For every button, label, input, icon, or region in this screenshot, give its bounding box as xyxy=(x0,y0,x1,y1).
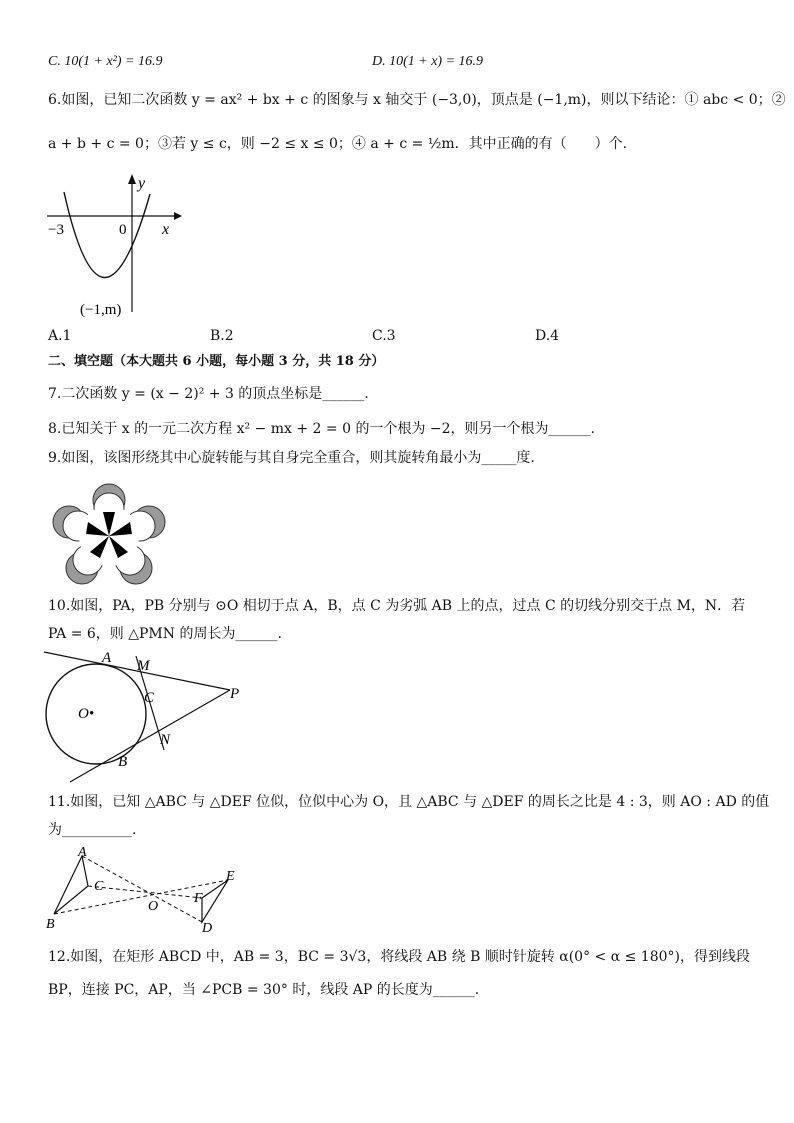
triangle-def xyxy=(202,880,228,922)
origin-label: 0 xyxy=(119,222,127,238)
circle-o xyxy=(46,664,146,764)
q6-text-line1: 6.如图，已知二次函数 y = ax² + bx + c 的图象与 x 轴交于 (−3,0)，顶点是 (−1,m)，则以下结论：① abc < 0；② xyxy=(48,92,786,108)
y-axis-label: y xyxy=(138,175,146,192)
label-a: A xyxy=(102,650,112,666)
root-label: −3 xyxy=(48,222,64,238)
label-p: P xyxy=(230,686,240,702)
q6-parabola-graph xyxy=(42,172,192,322)
y-axis-arrow xyxy=(128,174,136,184)
label-o: O• xyxy=(78,706,95,722)
x-axis-label: x xyxy=(162,221,170,238)
q8-text: 8.已知关于 x 的一元二次方程 x² − mx + 2 = 0 的一个根为 −2，则另一个根为______. xyxy=(48,421,595,437)
label-b: B xyxy=(118,754,128,770)
x-axis-arrow xyxy=(174,212,182,220)
label-m: M xyxy=(137,658,150,674)
q11-text-line1: 11.如图，已知 △ABC 与 △DEF 位似，位似中心为 O，且 △ABC 与 △DEF 的周长之比是 4 : 3，则 AO : AD 的值 xyxy=(48,794,770,810)
q6-option-c: C.3 xyxy=(372,328,396,344)
label-f: F xyxy=(194,891,203,906)
q9-text: 9.如图，该图形绕其中心旋转能与其自身完全重合，则其旋转角最小为_____度. xyxy=(48,450,535,466)
label-n: N xyxy=(160,732,171,748)
vertex-label: (−1,m) xyxy=(80,302,122,318)
q11-text-line2: 为__________. xyxy=(48,822,137,838)
q9-flower-figure xyxy=(44,480,174,590)
label-c: C xyxy=(94,879,104,894)
q6-option-d: D.4 xyxy=(535,328,560,344)
q5-option-c: C. 10(1 + x²) = 16.9 xyxy=(48,54,163,69)
q6-option-b: B.2 xyxy=(210,328,234,344)
q12-text-line2: BP，连接 PC，AP，当 ∠PCB = 30° 时，线段 AP 的长度为______. xyxy=(48,982,480,998)
label-c: C xyxy=(144,690,155,706)
label-o: O xyxy=(148,899,159,914)
label-a: A xyxy=(78,845,87,860)
q10-tangent-figure xyxy=(40,648,260,788)
label-b: B xyxy=(46,917,55,932)
q11-homothety-figure xyxy=(42,844,252,934)
parabola-curve xyxy=(64,192,150,278)
q5-option-d: D. 10(1 + x) = 16.9 xyxy=(372,54,484,69)
q10-text-line1: 10.如图，PA，PB 分别与 ⊙O 相切于点 A，B，点 C 为劣弧 AB 上的点，过点 C 的切线分别交于点 M，N．若 xyxy=(48,598,746,614)
q6-text-line2: a + b + c = 0；③若 y ≤ c，则 −2 ≤ x ≤ 0；④ a + c = ½m．其中正确的有（ ）个. xyxy=(48,136,628,152)
q12-text-line1: 12.如图，在矩形 ABCD 中，AB = 3，BC = 3√3，将线段 AB 绕 B 顺时针旋转 α(0° < α ≤ 180°)，得到线段 xyxy=(48,949,750,965)
label-d: D xyxy=(202,921,213,934)
triangle-abc xyxy=(54,856,88,914)
q6-option-a: A.1 xyxy=(48,328,72,344)
label-e: E xyxy=(226,869,235,884)
q10-text-line2: PA = 6，则 △PMN 的周长为______. xyxy=(48,626,282,642)
section-heading-fill-in: 二、填空题（本大题共 6 小题，每小题 3 分，共 18 分） xyxy=(48,354,385,369)
q7-text: 7.二次函数 y = (x − 2)² + 3 的顶点坐标是______. xyxy=(48,386,369,402)
